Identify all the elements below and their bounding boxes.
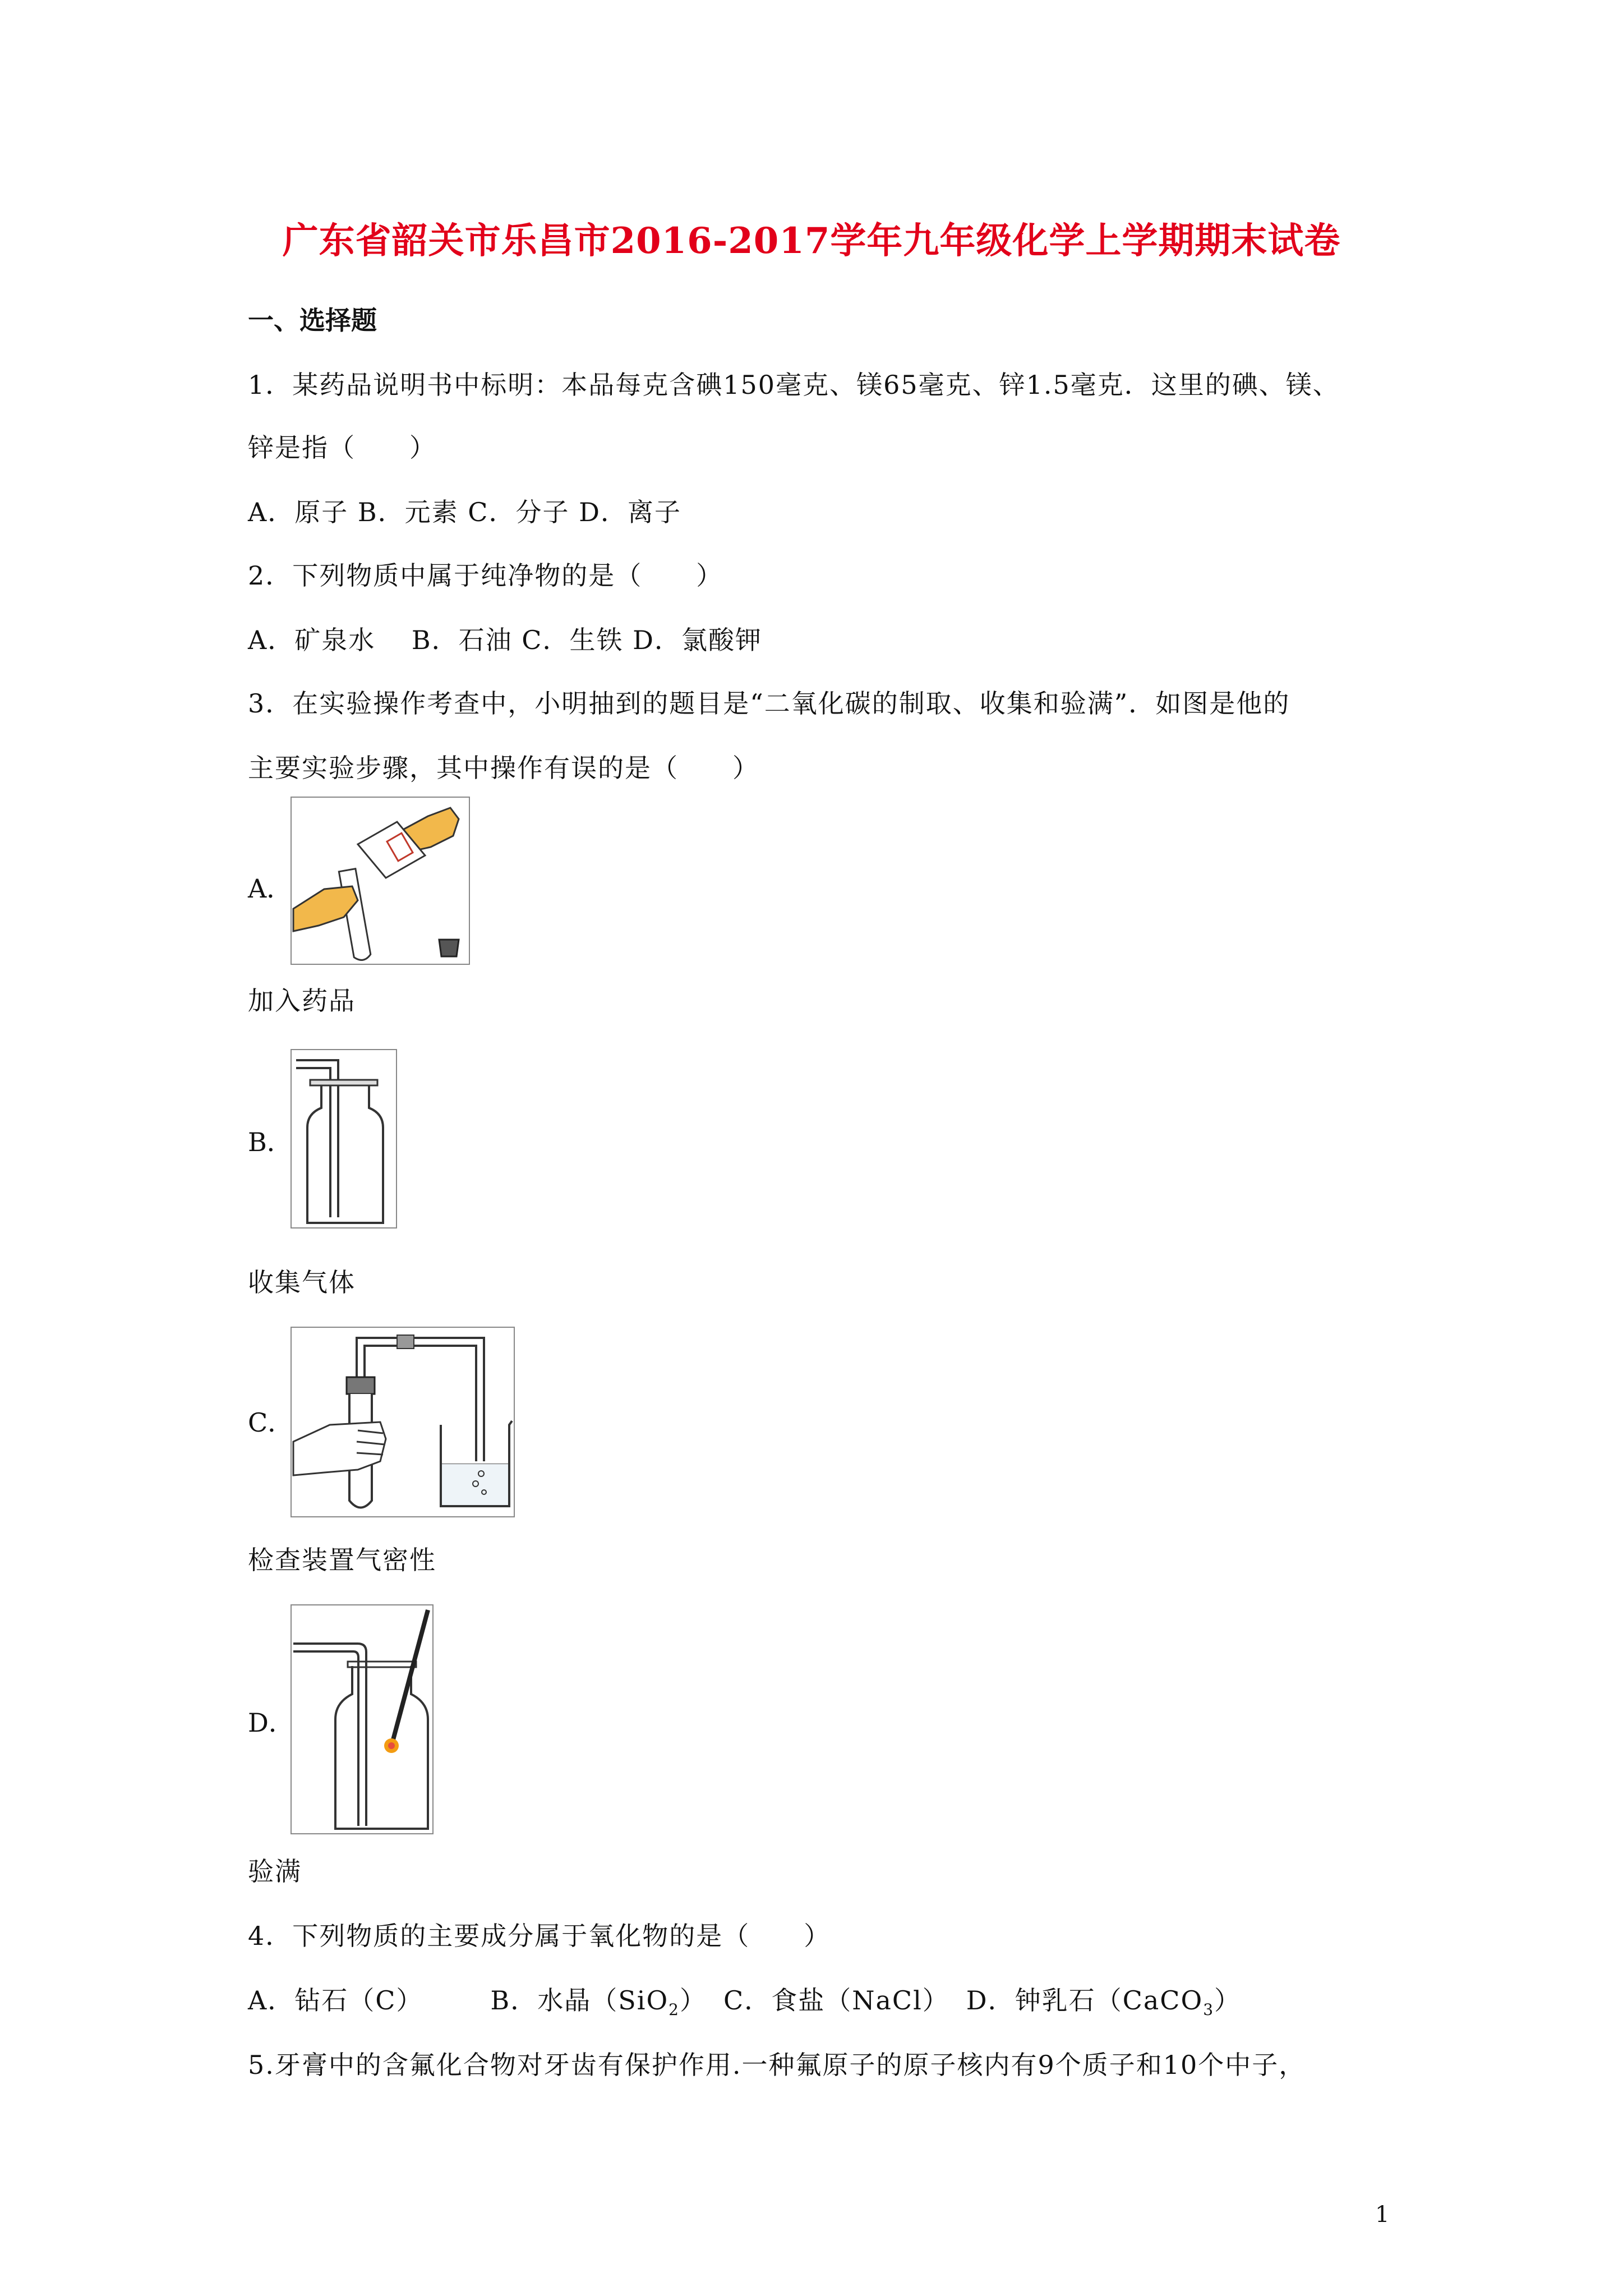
- q5-line1: 5.牙膏中的含氟化合物对牙齿有保护作用.一种氟原子的原子核内有9个质子和10个中子，: [248, 2050, 1306, 2080]
- q2-line1: 2．下列物质中属于纯净物的是（ ）: [248, 560, 723, 591]
- q3-option-b-label: B．: [248, 1127, 293, 1157]
- section-heading: 一、选择题: [248, 305, 377, 335]
- q3-option-c-caption: 检查装置气密性: [248, 1545, 436, 1575]
- figure-collect-gas: [291, 1049, 397, 1228]
- q3-option-d-caption: 验满: [248, 1856, 302, 1887]
- page-number: 1: [1375, 2202, 1390, 2228]
- q3-option-d-label: D．: [248, 1708, 294, 1738]
- figure-check-airtightness: [291, 1327, 515, 1517]
- q1-options: A．原子 B．元素 C．分子 D．离子: [248, 497, 681, 527]
- q3-option-a-label: A．: [248, 873, 293, 904]
- q4-option-a: A．钻石（C）: [248, 1985, 423, 2016]
- q3-option-a-caption: 加入药品: [248, 986, 356, 1016]
- q3-option-c-label: C．: [248, 1407, 294, 1438]
- q2-options: A．矿泉水 B．石油 C．生铁 D．氯酸钾: [248, 625, 762, 655]
- q3-line1: 3．在实验操作考查中，小明抽到的题目是“二氧化碳的制取、收集和验满”．如图是他的: [248, 688, 1290, 719]
- q4-options: [248, 1980, 1241, 2019]
- q4-line1: 4．下列物质的主要成分属于氧化物的是（ ）: [248, 1921, 831, 1951]
- figure-add-chemicals: [291, 797, 470, 965]
- q1-line2: 锌是指（ ）: [248, 432, 436, 463]
- figure-check-full: [291, 1604, 434, 1834]
- q3-option-b-caption: 收集气体: [248, 1267, 356, 1297]
- q4-option-c: C．食盐（NaCl）: [723, 1985, 949, 2016]
- page-title: 广东省韶关市乐昌市2016-2017学年九年级化学上学期期末试卷: [282, 220, 1341, 262]
- q1-line1: 1．某药品说明书中标明：本品每克含碘150毫克、镁65毫克、锌1.5毫克．这里的碘、镁、: [248, 370, 1340, 400]
- q3-line2: 主要实验步骤，其中操作有误的是（ ）: [248, 753, 759, 783]
- q4-option-b: B．水晶（SiO$_2$）: [490, 1985, 707, 2019]
- q4-option-d: D．钟乳石（CaCO$_3$）: [966, 1985, 1242, 2019]
